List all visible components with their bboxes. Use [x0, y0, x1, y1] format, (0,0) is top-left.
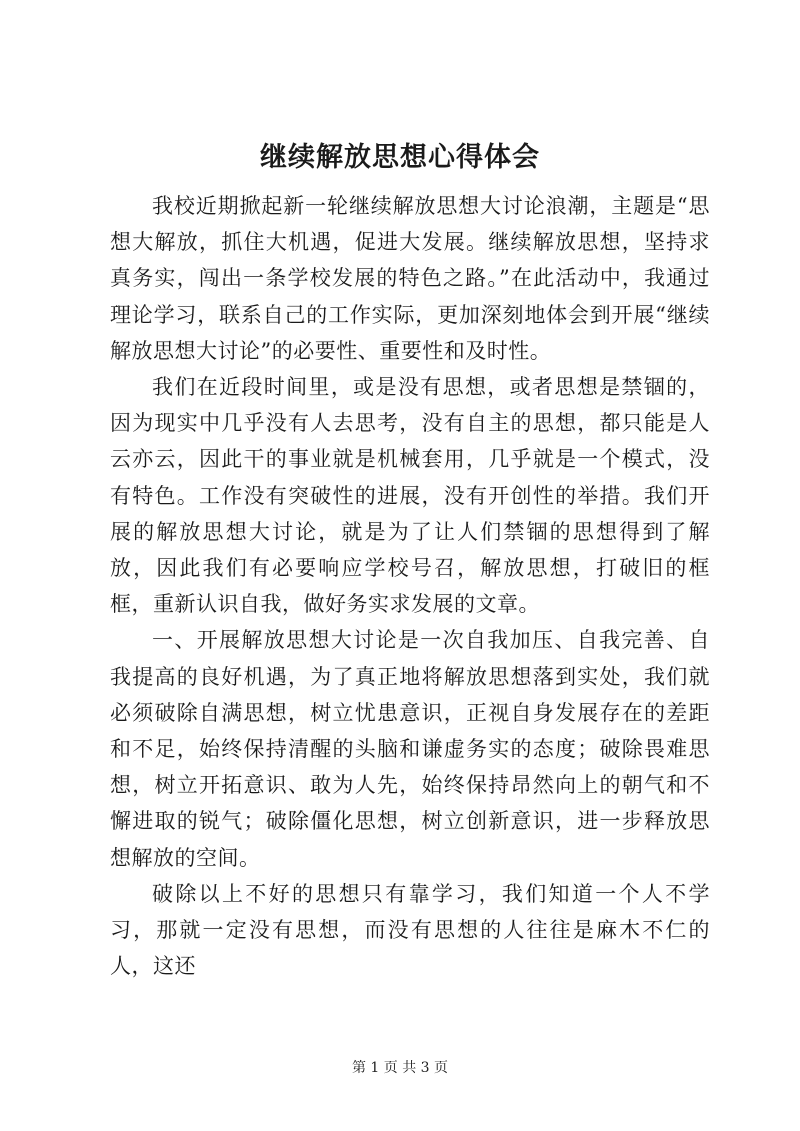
paragraph-2: 我们在近段时间里，或是没有思想，或者思想是禁锢的，因为现实中几乎没有人去思考，没有自主的思想，都只能是人云亦云，因此干的事业就是机械套用，几乎就是一个模式，没有特色。工作没有突破性的进展，没有开创性的举措。我们开展的解放思想大讨论，就是为了让人们禁锢的思想得到了解放，因此我们有必要响应学校号召，解放思想，打破旧的框框，重新认识自我，做好务实求发展的文章。 — [110, 375, 710, 617]
document-body — [110, 188, 710, 984]
paragraph-4: 破除以上不好的思想只有靠学习，我们知道一个人不学习，那就一定没有思想，而没有思想的人往往是麻木不仁的人，这还 — [110, 881, 710, 979]
paragraph-1: 我校近期掀起新一轮继续解放思想大讨论浪潮，主题是“思想大解放，抓住大机遇，促进大发展。继续解放思想，坚持求真务实，闯出一条学校发展的特色之路。”在此活动中，我通过理论学习，联系自己的工作实际，更加深刻地体会到开展“继续解放思想大讨论”的必要性、重要性和及时性。 — [110, 194, 710, 363]
page-footer — [0, 1058, 800, 1078]
document-title: 继续解放思想心得体会 — [260, 142, 540, 173]
page-number-indicator: 第 1 页 共 3 页 — [351, 1060, 449, 1076]
paragraph-3: 一、开展解放思想大讨论是一次自我加压、自我完善、自我提高的良好机遇，为了真正地将解放思想落到实处，我们就必须破除自满思想，树立忧患意识，正视自身发展存在的差距和不足，始终保持清醒的头脑和谦虚务实的态度；破除畏难思想，树立开拓意识、敢为人先，始终保持昂然向上的朝气和不懈进取的锐气；破除僵化思想，树立创新意识，进一步释放思想解放的空间。 — [110, 628, 710, 870]
